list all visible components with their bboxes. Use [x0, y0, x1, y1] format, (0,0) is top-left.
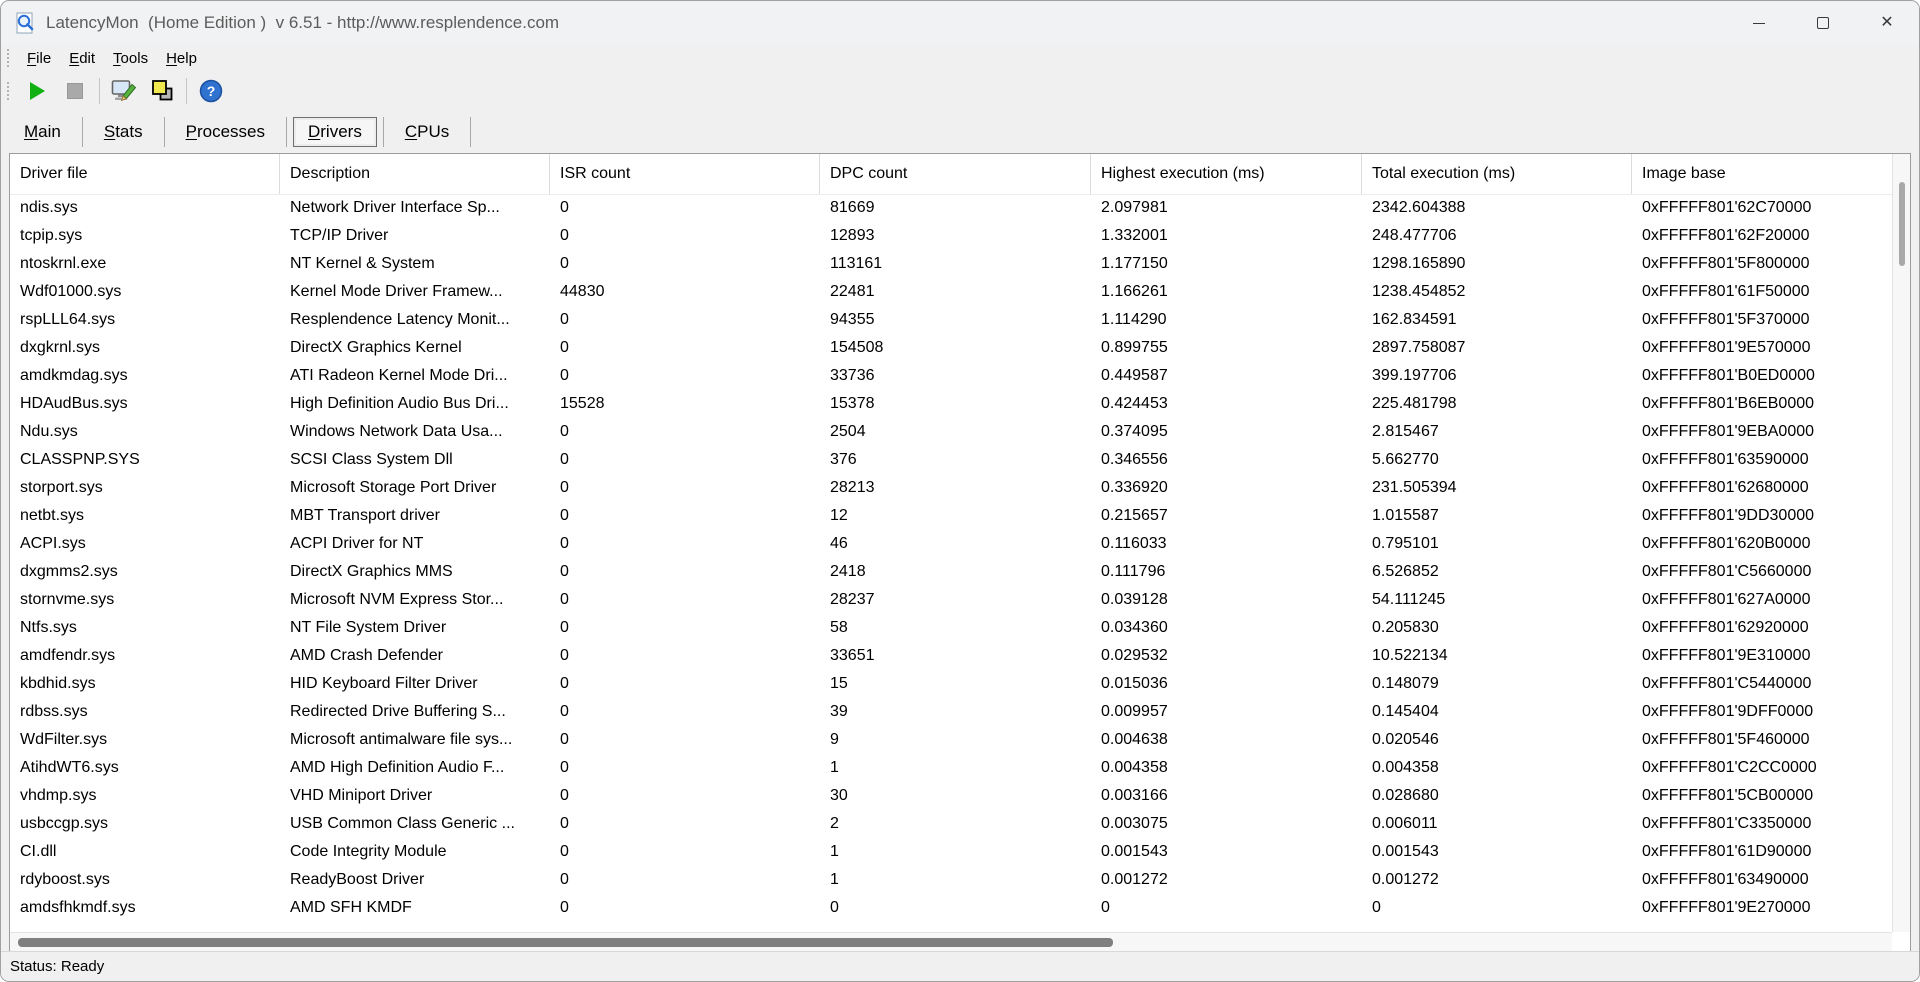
tab-separator [286, 117, 287, 147]
table-cell: NT Kernel & System [290, 255, 435, 272]
table-cell: 225.481798 [1372, 395, 1457, 412]
table-cell: DirectX Graphics MMS [290, 563, 453, 580]
table-cell: 0xFFFFF801'9E270000 [1642, 899, 1811, 916]
help-icon [199, 79, 223, 103]
table-cell: 0 [560, 479, 569, 496]
column-header[interactable]: Total execution (ms) [1362, 154, 1632, 194]
table-cell: 33736 [830, 367, 875, 384]
table-cell: 0.006011 [1372, 815, 1438, 832]
table-cell: 0xFFFFF801'5CB00000 [1642, 787, 1814, 804]
table-cell: 0.004358 [1101, 759, 1168, 776]
table-cell: 0.205830 [1372, 619, 1439, 636]
table-cell: 0 [560, 367, 569, 384]
toolbar-separator [186, 78, 187, 104]
table-cell: 0 [560, 787, 569, 804]
table-cell: 0xFFFFF801'9E570000 [1642, 339, 1811, 356]
table-cell: 0 [560, 507, 569, 524]
table-cell: 28213 [830, 479, 875, 496]
table-cell: 1298.165890 [1372, 255, 1466, 272]
table-cell: 0.028680 [1372, 787, 1439, 804]
table-cell: 33651 [830, 647, 875, 664]
table-cell: 0.449587 [1101, 367, 1168, 384]
stop-monitor-button[interactable] [56, 75, 94, 107]
table-cell: 0xFFFFF801'620B0000 [1642, 535, 1811, 552]
table-cell: 0xFFFFF801'B6EB0000 [1642, 395, 1815, 412]
table-cell: 1.166261 [1101, 283, 1168, 300]
column-header[interactable]: Highest execution (ms) [1091, 154, 1362, 194]
tab-separator [82, 117, 83, 147]
table-body [10, 194, 1892, 932]
table-row[interactable] [10, 474, 1892, 502]
tab-stats[interactable]: Stats [103, 122, 143, 141]
table-cell: 0 [560, 871, 569, 888]
table-cell: 44830 [560, 283, 605, 300]
table-cell: kbdhid.sys [20, 675, 96, 692]
table-cell: 1.332001 [1101, 227, 1168, 244]
table-cell: 248.477706 [1372, 227, 1457, 244]
table-cell: ATI Radeon Kernel Mode Dri... [290, 367, 508, 384]
table-cell: 0.148079 [1372, 675, 1439, 692]
table-cell: NT File System Driver [290, 619, 447, 636]
table-cell: 0xFFFFF801'5F800000 [1642, 255, 1810, 272]
table-cell: Wdf01000.sys [20, 283, 122, 300]
table-cell: 0 [560, 255, 569, 272]
table-cell: 94355 [830, 311, 875, 328]
table-cell: HID Keyboard Filter Driver [290, 675, 478, 692]
table-cell: 0xFFFFF801'63490000 [1642, 871, 1809, 888]
table-row[interactable] [10, 530, 1892, 558]
table-row[interactable] [10, 586, 1892, 614]
tab-main[interactable]: Main [24, 122, 61, 141]
table-cell: 0.795101 [1372, 535, 1439, 552]
horizontal-scrollbar-thumb[interactable] [18, 938, 1113, 947]
table-cell: 30 [830, 787, 848, 804]
table-cell: 39 [830, 703, 848, 720]
table-cell: 0xFFFFF801'9E310000 [1642, 647, 1811, 664]
table-cell: storport.sys [20, 479, 103, 496]
table-cell: 12 [830, 507, 848, 524]
table-cell: 1 [830, 871, 839, 888]
table-cell: TCP/IP Driver [290, 227, 389, 244]
table-cell: 0xFFFFF801'62F20000 [1642, 227, 1810, 244]
table-cell: 0xFFFFF801'C5660000 [1642, 563, 1812, 580]
table-row[interactable] [10, 250, 1892, 278]
table-cell: 0.116033 [1101, 535, 1167, 552]
table-cell: 0xFFFFF801'627A0000 [1642, 591, 1811, 608]
table-cell: 46 [830, 535, 848, 552]
table-cell: 6.526852 [1372, 563, 1439, 580]
maximize-icon [1817, 17, 1829, 29]
app-icon [14, 12, 36, 34]
menu-help[interactable]: Help [166, 49, 197, 67]
table-row[interactable] [10, 754, 1892, 782]
table-cell: 0xFFFFF801'9DD30000 [1642, 507, 1815, 524]
table-cell: 1 [830, 843, 839, 860]
table-cell: 1238.454852 [1372, 283, 1466, 300]
table-cell: 0xFFFFF801'62920000 [1642, 619, 1809, 636]
table-cell: WdFilter.sys [20, 731, 108, 748]
table-cell: 0.004638 [1101, 731, 1168, 748]
table-cell: 2.097981 [1101, 199, 1168, 216]
table-cell: USB Common Class Generic ... [290, 815, 515, 832]
table-row[interactable] [10, 894, 1892, 922]
table-cell: tcpip.sys [20, 227, 83, 244]
table-cell: Code Integrity Module [290, 843, 447, 860]
table-cell: ntoskrnl.exe [20, 255, 107, 272]
table-cell: 1.177150 [1101, 255, 1168, 272]
table-cell: 0 [560, 227, 569, 244]
table-cell: 0.215657 [1101, 507, 1168, 524]
table-cell: 0 [560, 451, 569, 468]
table-cell: 0 [560, 311, 569, 328]
table-cell: Network Driver Interface Sp... [290, 199, 500, 216]
table-cell: 0 [560, 675, 569, 692]
table-cell: 0xFFFFF801'C5440000 [1642, 675, 1812, 692]
table-cell: amdsfhkmdf.sys [20, 899, 136, 916]
table-cell: ndis.sys [20, 199, 78, 216]
table-cell: 0.015036 [1101, 675, 1168, 692]
table-cell: ReadyBoost Driver [290, 871, 425, 888]
toolbar-separator [99, 78, 100, 104]
table-cell: AMD High Definition Audio F... [290, 759, 505, 776]
menu-edit[interactable]: Edit [69, 49, 96, 67]
table-cell: 0.145404 [1372, 703, 1439, 720]
table-cell: Ntfs.sys [20, 619, 77, 636]
table-cell: 0xFFFFF801'C2CC0000 [1642, 759, 1817, 776]
table-cell: 1 [830, 759, 839, 776]
table-cell: ACPI.sys [20, 535, 86, 552]
edit-options-button[interactable] [105, 75, 143, 107]
table-cell: 376 [830, 451, 857, 468]
window-title: LatencyMon (Home Edition ) v 6.51 - http://www.resplendence.com [46, 13, 560, 32]
table-cell: 113161 [830, 255, 883, 272]
table-cell: 0xFFFFF801'B0ED0000 [1642, 367, 1815, 384]
svg-text:?: ? [206, 83, 216, 99]
table-cell: 0.001543 [1101, 843, 1168, 860]
help-button[interactable] [192, 75, 230, 107]
status-text: Status: Ready [10, 958, 105, 975]
table-cell: 0 [560, 619, 569, 636]
tab-processes[interactable]: Processes [185, 122, 265, 141]
table-cell: 0.020546 [1372, 731, 1439, 748]
table-cell: MBT Transport driver [290, 507, 440, 524]
start-monitor-button[interactable] [18, 75, 56, 107]
table-cell: 0.346556 [1101, 451, 1168, 468]
table-cell: ACPI Driver for NT [290, 535, 424, 552]
table-cell: 2418 [830, 563, 866, 580]
horizontal-scrollbar[interactable] [10, 932, 1892, 952]
column-header[interactable]: Image base [1642, 165, 1726, 182]
table-cell: 0 [560, 423, 569, 440]
table-cell: 0xFFFFF801'62680000 [1642, 479, 1809, 496]
table-cell: 162.834591 [1372, 311, 1457, 328]
table-cell: Microsoft NVM Express Stor... [290, 591, 504, 608]
table-cell: 15528 [560, 395, 605, 412]
table-cell: AMD SFH KMDF [290, 899, 412, 916]
tab-cpus[interactable]: CPUs [404, 122, 450, 141]
drivers-table [9, 153, 1911, 953]
table-cell: 0 [560, 647, 569, 664]
table-cell: 0 [830, 899, 839, 916]
table-row[interactable] [10, 334, 1892, 362]
table-cell: 2.815467 [1372, 423, 1439, 440]
table-cell: 2504 [830, 423, 866, 440]
table-row[interactable] [10, 726, 1892, 754]
vertical-scrollbar-thumb[interactable] [1899, 182, 1905, 266]
table-cell: rdyboost.sys [20, 871, 110, 888]
table-cell: 0.336920 [1101, 479, 1168, 496]
tab-separator [470, 117, 471, 147]
status-bar [1, 951, 1919, 981]
table-cell: 0xFFFFF801'5F370000 [1642, 311, 1810, 328]
table-cell: 0xFFFFF801'62C70000 [1642, 199, 1812, 216]
table-cell: Ndu.sys [20, 423, 78, 440]
table-cell: rdbss.sys [20, 703, 88, 720]
table-cell: rspLLL64.sys [20, 311, 116, 328]
table-cell: 0.034360 [1101, 619, 1168, 636]
column-header[interactable]: ISR count [550, 154, 820, 194]
table-row[interactable] [10, 278, 1892, 306]
table-cell: 0.003166 [1101, 787, 1168, 804]
close-icon: ✕ [1880, 14, 1894, 31]
minimize-icon [1753, 23, 1765, 24]
tab-separator [164, 117, 165, 147]
table-cell: 0 [560, 759, 569, 776]
table-cell: 0.899755 [1101, 339, 1168, 356]
table-cell: 0 [560, 703, 569, 720]
table-row[interactable] [10, 446, 1892, 474]
processes-window-icon [150, 79, 175, 104]
table-cell: 22481 [830, 283, 875, 300]
table-cell: dxgmms2.sys [20, 563, 118, 580]
table-cell: AtihdWT6.sys [20, 759, 119, 776]
minimize-button[interactable] [1727, 1, 1791, 45]
table-cell: 0xFFFFF801'9DFF0000 [1642, 703, 1814, 720]
table-cell: 10.522134 [1372, 647, 1448, 664]
table-cell: 0.374095 [1101, 423, 1168, 440]
start-monitor-icon [30, 82, 45, 100]
table-cell: 154508 [830, 339, 884, 356]
table-cell: 9 [830, 731, 839, 748]
table-cell: vhdmp.sys [20, 787, 97, 804]
table-header-row [10, 154, 1910, 195]
tab-drivers[interactable]: Drivers [293, 117, 377, 147]
table-cell: 0xFFFFF801'5F460000 [1642, 731, 1810, 748]
column-header[interactable]: DPC count [820, 154, 1091, 194]
table-cell: 0xFFFFF801'63590000 [1642, 451, 1809, 468]
maximize-button[interactable] [1791, 1, 1855, 45]
table-cell: 0.029532 [1101, 647, 1168, 664]
table-cell: 81669 [830, 199, 875, 216]
table-row[interactable] [10, 222, 1892, 250]
table-cell: 0.009957 [1101, 703, 1168, 720]
table-cell: 0 [560, 731, 569, 748]
table-row[interactable] [10, 194, 1892, 222]
table-row[interactable] [10, 362, 1892, 390]
table-cell: stornvme.sys [20, 591, 115, 608]
table-cell: 15378 [830, 395, 875, 412]
table-cell: amdfendr.sys [20, 647, 116, 664]
table-cell: 0.111796 [1101, 563, 1166, 580]
table-cell: 0xFFFFF801'C3350000 [1642, 815, 1812, 832]
table-cell: 399.197706 [1372, 367, 1457, 384]
table-row[interactable] [10, 614, 1892, 642]
table-cell: 0 [560, 535, 569, 552]
table-cell: 0.001543 [1372, 843, 1439, 860]
table-cell: 0 [560, 815, 569, 832]
table-cell: 0.424453 [1101, 395, 1168, 412]
table-cell: Kernel Mode Driver Framew... [290, 283, 503, 300]
table-row[interactable] [10, 866, 1892, 894]
table-cell: 12893 [830, 227, 875, 244]
edit-options-icon [111, 79, 138, 104]
column-header[interactable]: Description [280, 154, 550, 194]
table-row[interactable] [10, 390, 1892, 418]
title-bar [1, 1, 1919, 45]
table-cell: usbccgp.sys [20, 815, 109, 832]
table-cell: 28237 [830, 591, 875, 608]
table-cell: 0.003075 [1101, 815, 1168, 832]
table-cell: 0xFFFFF801'9EBA0000 [1642, 423, 1815, 440]
table-row[interactable] [10, 810, 1892, 838]
table-cell: 0 [560, 899, 569, 916]
table-cell: AMD Crash Defender [290, 647, 443, 664]
table-cell: DirectX Graphics Kernel [290, 339, 462, 356]
table-cell: 0 [560, 843, 569, 860]
menu-bar [1, 45, 1919, 71]
stop-monitor-icon [67, 83, 83, 99]
table-cell: 1.015587 [1372, 507, 1439, 524]
vertical-scrollbar[interactable] [1892, 154, 1910, 932]
table-cell: 54.111245 [1372, 591, 1446, 608]
table-cell: 0.039128 [1101, 591, 1168, 608]
table-cell: dxgkrnl.sys [20, 339, 101, 356]
column-header[interactable]: Driver file [10, 154, 280, 194]
table-row[interactable] [10, 306, 1892, 334]
menu-tools[interactable]: Tools [113, 49, 149, 67]
table-cell: 0 [1101, 899, 1110, 916]
table-cell: Resplendence Latency Monit... [290, 311, 510, 328]
table-cell: 2897.758087 [1372, 339, 1466, 356]
table-row[interactable] [10, 698, 1892, 726]
table-cell: 0.001272 [1372, 871, 1439, 888]
close-button[interactable] [1855, 1, 1919, 45]
table-cell: High Definition Audio Bus Dri... [290, 395, 509, 412]
window-controls [1727, 1, 1919, 45]
table-cell: netbt.sys [20, 507, 85, 524]
table-row[interactable] [10, 418, 1892, 446]
table-cell: 0xFFFFF801'61D90000 [1642, 843, 1812, 860]
table-cell: 0 [560, 199, 569, 216]
table-cell: 0 [1372, 899, 1381, 916]
table-cell: Microsoft antimalware file sys... [290, 731, 513, 748]
table-row[interactable] [10, 558, 1892, 586]
table-row[interactable] [10, 838, 1892, 866]
table-cell: 58 [830, 619, 848, 636]
menu-file[interactable]: File [27, 49, 52, 67]
table-row[interactable] [10, 502, 1892, 530]
table-cell: 0.001272 [1101, 871, 1168, 888]
table-cell: 2 [830, 815, 839, 832]
table-row[interactable] [10, 670, 1892, 698]
toolbar [1, 71, 1919, 111]
table-row[interactable] [10, 782, 1892, 810]
table-row[interactable] [10, 642, 1892, 670]
table-cell: 1.114290 [1101, 311, 1167, 328]
table-cell: 0 [560, 591, 569, 608]
menubar-gripper[interactable] [7, 49, 12, 67]
table-cell: Redirected Drive Buffering S... [290, 703, 506, 720]
table-cell: 0 [560, 339, 569, 356]
table-cell: VHD Miniport Driver [290, 787, 433, 804]
table-cell: 231.505394 [1372, 479, 1457, 496]
table-cell: CLASSPNP.SYS [20, 451, 140, 468]
toolbar-gripper[interactable] [7, 82, 12, 100]
table-cell: 2342.604388 [1372, 199, 1466, 216]
table-cell: SCSI Class System Dll [290, 451, 453, 468]
table-cell: CI.dll [20, 843, 57, 860]
table-cell: 0 [560, 563, 569, 580]
table-cell: 0.004358 [1372, 759, 1439, 776]
table-cell: 15 [830, 675, 848, 692]
table-cell: amdkmdag.sys [20, 367, 128, 384]
table-cell: HDAudBus.sys [20, 395, 128, 412]
table-cell: 0xFFFFF801'61F50000 [1642, 283, 1810, 300]
tab-separator [383, 117, 384, 147]
tab-bar [1, 111, 1919, 153]
table-cell: Windows Network Data Usa... [290, 423, 503, 440]
processes-window-button[interactable] [143, 75, 181, 107]
table-cell: Microsoft Storage Port Driver [290, 479, 497, 496]
table-cell: 5.662770 [1372, 451, 1439, 468]
